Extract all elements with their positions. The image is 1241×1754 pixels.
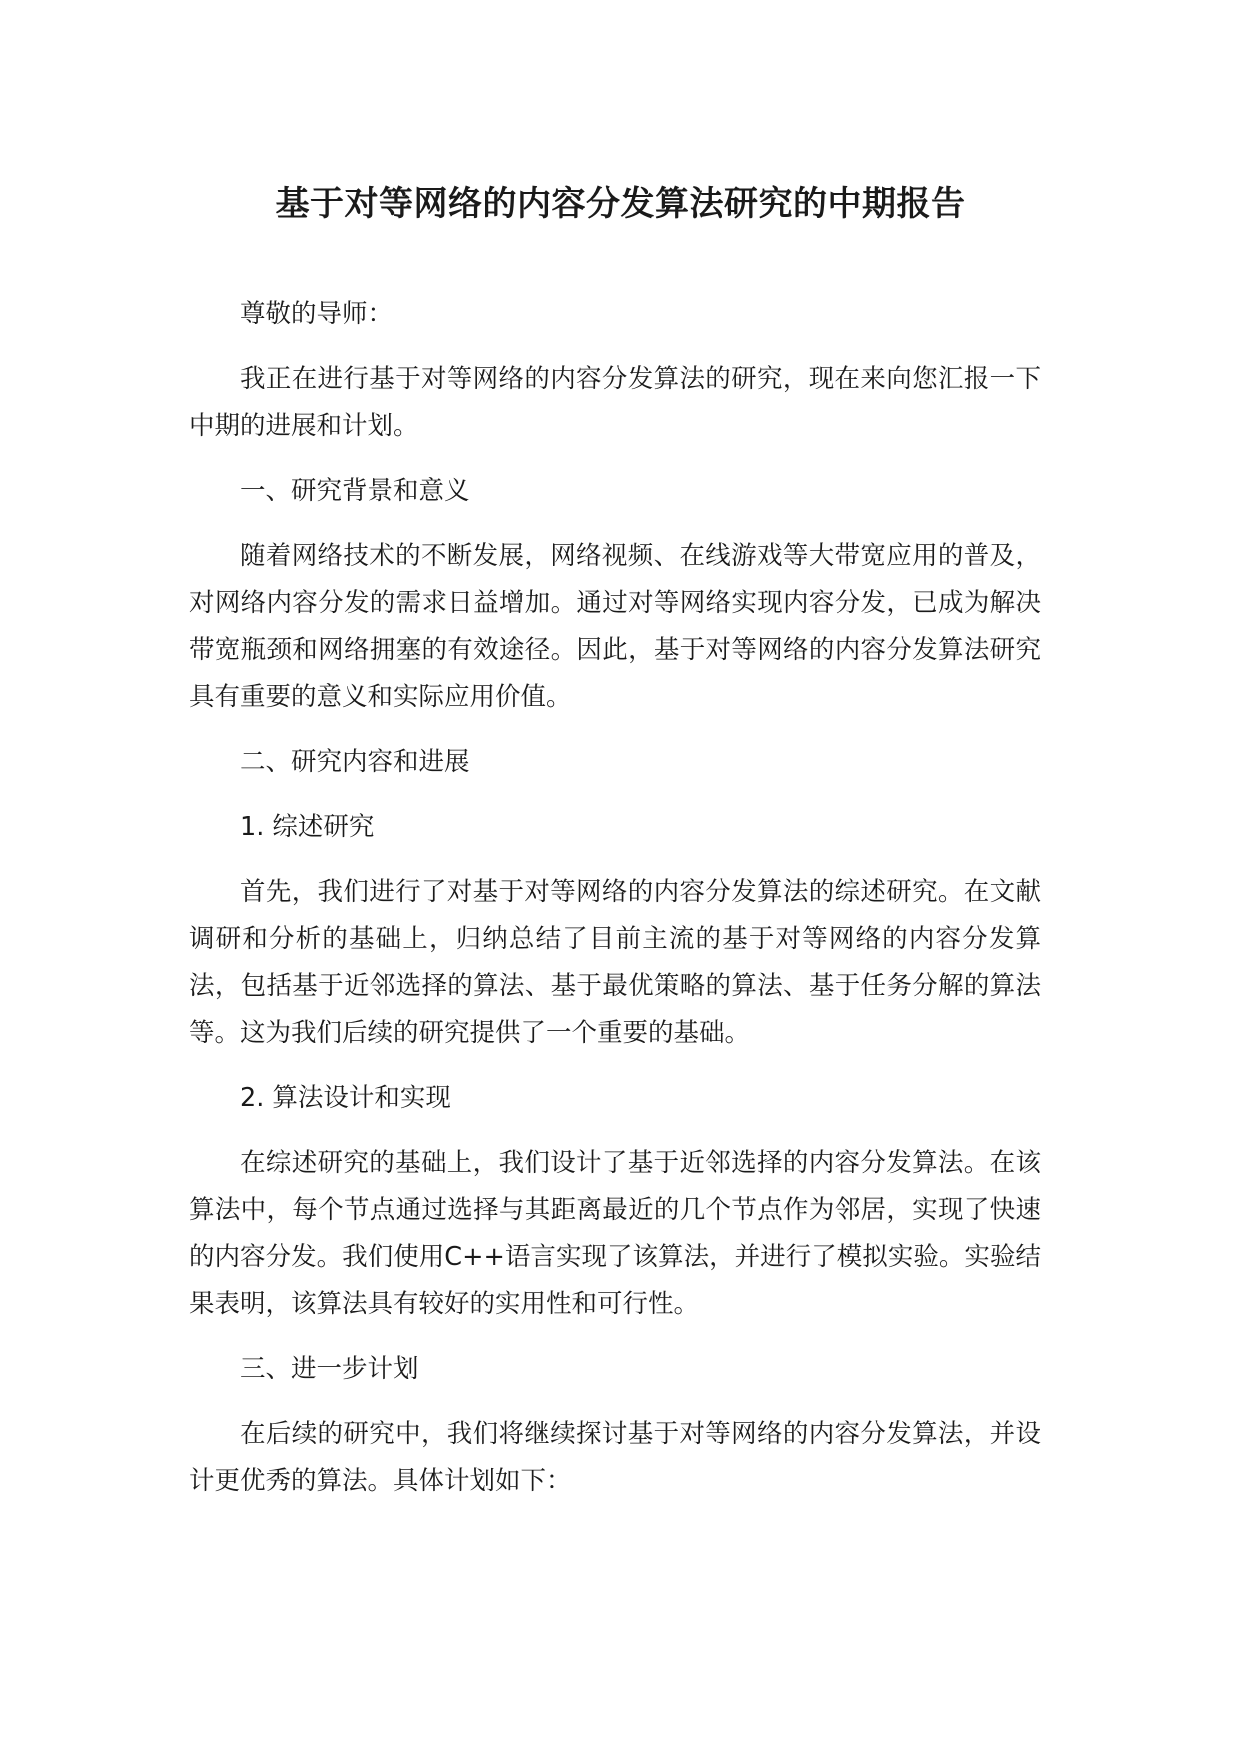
subheading-review: 1. 综述研究: [240, 812, 375, 842]
plan-paragraph: 在后续的研究中，我们将继续探讨基于对等网络的内容分发算法，并设计更优秀的算法。具体计划如下：: [189, 1419, 1041, 1496]
review-paragraph: 首先，我们进行了对基于对等网络的内容分发算法的综述研究。在文献调研和分析的基础上，归纳总结了目前主流的基于对等网络的内容分发算法，包括基于近邻选择的算法、基于最优策略的算法、基于任务分解的算法等。这为我们后续的研究提供了一个重要的基础。: [189, 877, 1041, 1048]
background-paragraph: 随着网络技术的不断发展，网络视频、在线游戏等大带宽应用的普及，对网络内容分发的需求日益增加。通过对等网络实现内容分发，已成为解决带宽瓶颈和网络拥塞的有效途径。因此，基于对等网络的内容分发算法研究具有重要的意义和实际应用价值。: [189, 541, 1041, 712]
document-body: [189, 291, 1041, 1505]
intro-paragraph: 我正在进行基于对等网络的内容分发算法的研究，现在来向您汇报一下中期的进展和计划。: [189, 364, 1041, 441]
document-title: 基于对等网络的内容分发算法研究的中期报告: [275, 184, 966, 224]
algorithm-paragraph: 在综述研究的基础上，我们设计了基于近邻选择的内容分发算法。在该算法中，每个节点通过选择与其距离最近的几个节点作为邻居，实现了快速的内容分发。我们使用C++语言实现了该算法，并进行了模拟实验。实验结果表明，该算法具有较好的实用性和可行性。: [189, 1148, 1041, 1319]
section-heading-plan: 三、进一步计划: [240, 1354, 419, 1384]
salutation: 尊敬的导师：: [240, 299, 394, 329]
section-heading-background: 一、研究背景和意义: [240, 476, 470, 506]
section-heading-content: 二、研究内容和进展: [240, 747, 470, 777]
subheading-algorithm: 2. 算法设计和实现: [240, 1083, 451, 1113]
